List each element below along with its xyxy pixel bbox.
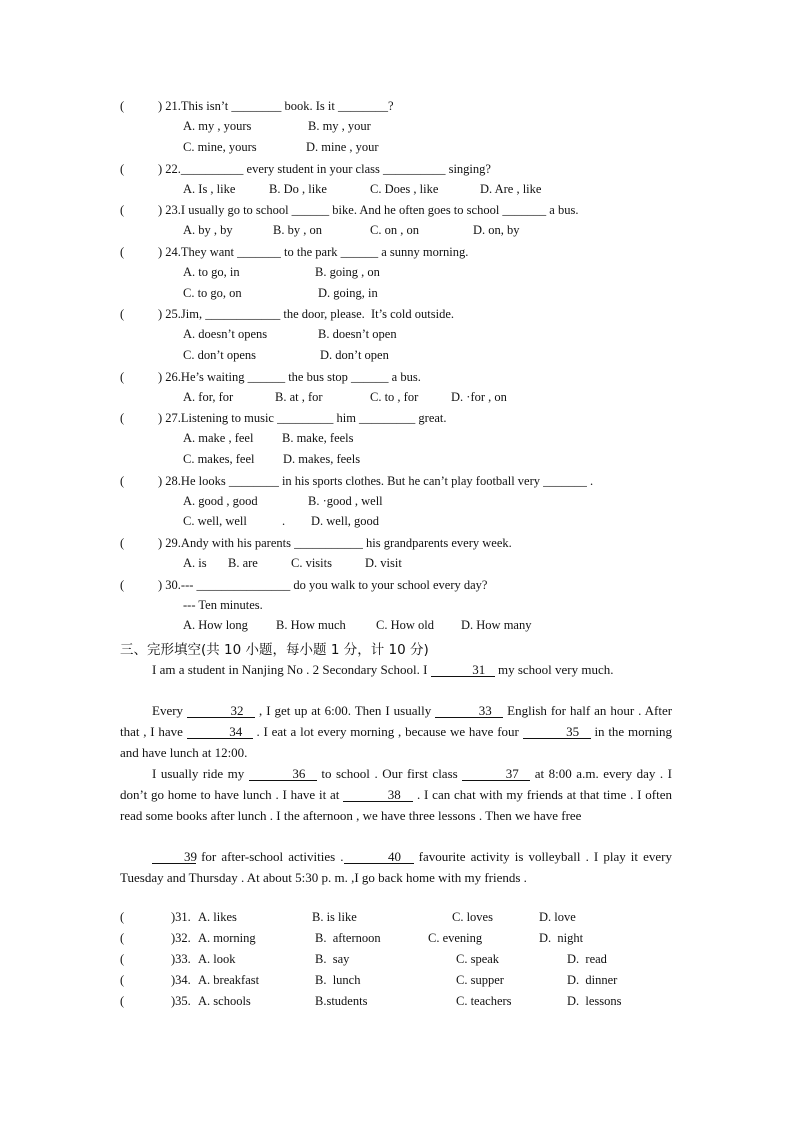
answer-paren: ( [120, 203, 125, 217]
option: B. at , for [275, 390, 323, 404]
blank-34: 34 [187, 725, 253, 739]
answer-paren: ( [120, 370, 125, 384]
option: A. breakfast [198, 973, 260, 987]
question-stem: ) 25.Jim, ____________ the door, please. It’s cold outside. [158, 307, 454, 321]
option: D. well, good [311, 514, 380, 528]
answer-paren: ( [120, 536, 125, 550]
option: A. likes [198, 910, 237, 924]
option: B. How much [276, 618, 346, 632]
question-stem: ) 21.This isn’t ________ book. Is it ________? [158, 99, 394, 113]
option: B. going , on [315, 265, 380, 279]
blank-33: 33 [435, 704, 503, 718]
option: C. Does , like [370, 182, 439, 196]
cloze-number: )31. [171, 910, 191, 924]
option: B. my , your [308, 119, 371, 133]
option: A. good , good [183, 494, 258, 508]
option: A. for, for [183, 390, 234, 404]
option: D. Are , like [480, 182, 542, 196]
option: D. don’t open [320, 348, 389, 362]
option: D. read [567, 952, 607, 966]
option: C. makes, feel [183, 452, 255, 466]
option: A. look [198, 952, 236, 966]
answer-paren: ( [120, 910, 125, 924]
passage-paragraph: I usually ride my 36 to school . Our first class 37 at 8:00 a.m. every day . I don’t go home to have lunch . I have it at 38 . I can chat with my friends at that time . I often read some books after lunch . I the afternoon , we have three lessons . Then we have free [120, 766, 673, 823]
blank-37: 37 [462, 767, 530, 781]
option: B. lunch [315, 973, 361, 987]
blank-31: 31 [431, 663, 495, 677]
dialogue-reply: --- Ten minutes. [183, 598, 263, 612]
blank-39: 39 [152, 850, 196, 864]
option: B. ·good , well [308, 494, 383, 508]
option: A. is [183, 556, 207, 570]
option: C. visits [291, 556, 332, 570]
option: B. Do , like [269, 182, 327, 196]
blank-32: 32 [187, 704, 255, 718]
blank-36: 36 [249, 767, 317, 781]
question-stem: ) 26.He’s waiting ______ the bus stop ______ a bus. [158, 370, 421, 384]
option: A. my , yours [183, 119, 252, 133]
option: D. How many [461, 618, 532, 632]
blank-40: 40 [344, 850, 414, 864]
option: D. visit [365, 556, 402, 570]
question-stem: ) 22.__________ every student in your class __________ singing? [158, 162, 491, 176]
option: D. on, by [473, 223, 520, 237]
cloze-number: )32. [171, 931, 191, 945]
option: D. ·for , on [451, 390, 507, 404]
option: D. going, in [318, 286, 378, 300]
answer-paren: ( [120, 931, 125, 945]
answer-paren: ( [120, 307, 125, 321]
answer-paren: ( [120, 973, 125, 987]
question-stem: ) 29.Andy with his parents ___________ his grandparents every week. [158, 536, 512, 550]
option: A. How long [183, 618, 248, 632]
option: C. on , on [370, 223, 419, 237]
option-dot: . [282, 514, 286, 528]
question-stem: ) 23.I usually go to school ______ bike. And he often goes to school _______ a bus. [158, 203, 579, 217]
option: C. to , for [370, 390, 419, 404]
answer-paren: ( [120, 245, 125, 259]
option: D. makes, feels [283, 452, 361, 466]
answer-paren: ( [120, 99, 125, 113]
answer-paren: ( [120, 994, 125, 1008]
option: C. evening [428, 931, 483, 945]
answer-paren: ( [120, 578, 125, 592]
option: D. dinner [567, 973, 618, 987]
option: D. lessons [567, 994, 622, 1008]
cloze-number: )33. [171, 952, 191, 966]
cloze-number: )35. [171, 994, 191, 1008]
answer-paren: ( [120, 411, 125, 425]
answer-paren: ( [120, 952, 125, 966]
option: D. mine , your [306, 140, 379, 154]
question-stem: ) 27.Listening to music _________ him _________ great. [158, 411, 447, 425]
option: B. is like [312, 910, 357, 924]
passage-paragraph: Every 32 , I get up at 6:00. Then I usually 33 English for half an hour . After that , I have 34 . I eat a lot every morning , because we have four 35 in the morning and have lunch at 12:00. [120, 703, 673, 760]
option: B. make, feels [282, 431, 354, 445]
option: A. by , by [183, 223, 233, 237]
option: C. supper [456, 973, 504, 987]
option: A. make , feel [183, 431, 254, 445]
option: A. Is , like [183, 182, 236, 196]
option: C. don’t opens [183, 348, 257, 362]
blank-35: 35 [523, 725, 591, 739]
option: A. doesn’t opens [183, 327, 268, 341]
passage-paragraph: 39 for after-school activities . 40 favourite activity is volleyball . I play it every Tuesday and Thursday . At about 5:30 p. m. ,I go back home with my friends . [120, 849, 672, 885]
option: A. morning [198, 931, 256, 945]
option: B. afternoon [315, 931, 381, 945]
option: B. doesn’t open [318, 327, 397, 341]
option: C. mine, yours [183, 140, 257, 154]
question-stem: ) 24.They want _______ to the park ______ a sunny morning. [158, 245, 469, 259]
option: C. to go, on [183, 286, 242, 300]
option: C. speak [456, 952, 500, 966]
option: C. teachers [456, 994, 512, 1008]
option: A. schools [198, 994, 251, 1008]
cloze-number: )34. [171, 973, 191, 987]
option: B. by , on [273, 223, 322, 237]
passage-paragraph: I am a student in Nanjing No . 2 Secondary School. I 31 my school very much. [152, 662, 614, 677]
option: D. night [539, 931, 584, 945]
option: C. well, well [183, 514, 247, 528]
option: C. loves [452, 910, 493, 924]
option: C. How old [376, 618, 434, 632]
answer-paren: ( [120, 162, 125, 176]
option: B. are [228, 556, 258, 570]
blank-38: 38 [343, 788, 413, 802]
option: B.students [315, 994, 368, 1008]
option: B. say [315, 952, 350, 966]
question-stem: ) 30.--- _______________ do you walk to your school every day? [158, 578, 488, 592]
option: A. to go, in [183, 265, 240, 279]
option: D. love [539, 910, 576, 924]
question-stem: ) 28.He looks ________ in his sports clothes. But he can’t play football very _______ . [158, 474, 594, 488]
section-title: 三、完形填空(共 10 小题，每小题 1 分，计 10 分) [120, 642, 429, 658]
answer-paren: ( [120, 474, 125, 488]
